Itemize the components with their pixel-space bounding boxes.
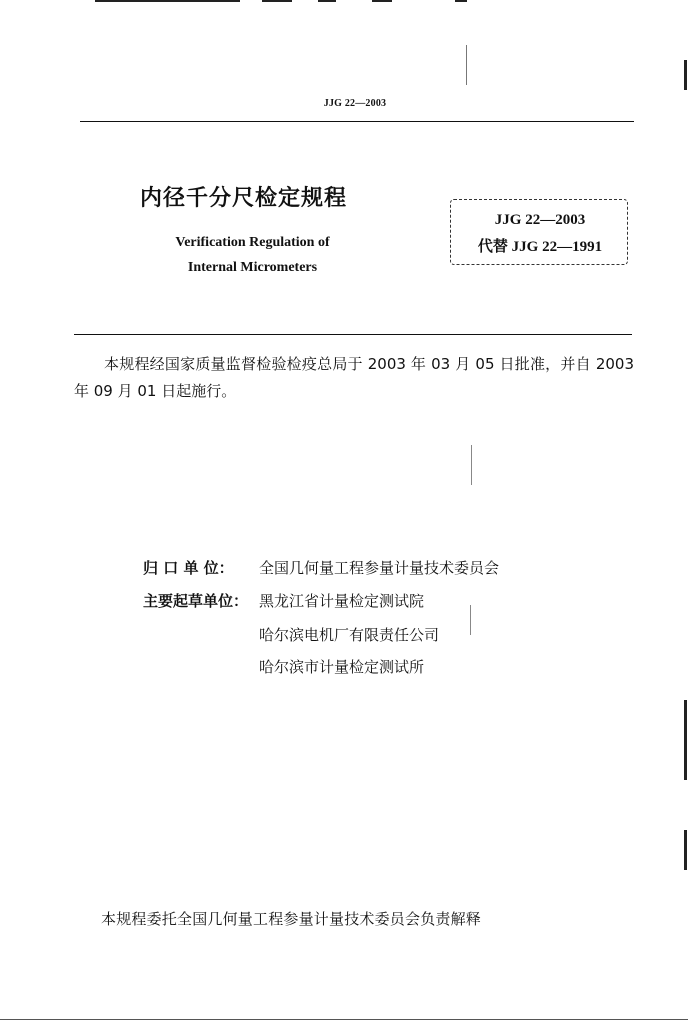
scan-artifact-bottom xyxy=(0,1019,688,1020)
standard-code-box xyxy=(450,199,628,265)
fold-mark xyxy=(471,445,472,485)
title-english-line1: Verification Regulation of xyxy=(175,235,330,250)
title-english-line2: Internal Micrometers xyxy=(187,260,318,275)
replaced-standard-code: 代替 JJG 22—1991 xyxy=(477,239,603,255)
approval-statement: 本规程经国家质量监督检验检疫总局于 2003 年 03 月 05 日批准，并自 2003 年 09 月 01 日起施行。 xyxy=(74,355,634,400)
header-rule xyxy=(80,121,634,122)
drafting-unit-3: 哈尔滨市计量检定测试所 xyxy=(259,658,425,676)
section-rule xyxy=(74,334,632,335)
fold-mark xyxy=(466,45,467,85)
responsible-unit-value: 全国几何量工程参量计量技术委员会 xyxy=(259,559,500,577)
scan-artifact-top xyxy=(455,0,467,2)
drafting-unit-1: 黑龙江省计量检定测试院 xyxy=(259,592,425,610)
responsible-unit-label: 归 口 单 位： xyxy=(143,559,234,577)
fold-mark xyxy=(470,605,471,635)
scan-artifact-top xyxy=(372,0,392,2)
drafting-unit-label: 主要起草单位： xyxy=(143,592,249,610)
drafting-unit-2: 哈尔滨电机厂有限责任公司 xyxy=(259,626,440,644)
header-code: JJG 22—2003 xyxy=(323,98,387,109)
scan-artifact-right xyxy=(684,60,687,90)
standard-code: JJG 22—2003 xyxy=(494,212,586,228)
scan-artifact-right xyxy=(684,830,687,870)
scan-artifact-top xyxy=(95,0,240,2)
interpretation-note: 本规程委托全国几何量工程参量计量技术委员会负责解释 xyxy=(101,910,482,928)
scan-artifact-top xyxy=(318,0,336,2)
title-chinese: 内径千分尺检定规程 xyxy=(140,186,348,211)
scan-artifact-top xyxy=(262,0,292,2)
scan-artifact-right xyxy=(684,700,687,780)
